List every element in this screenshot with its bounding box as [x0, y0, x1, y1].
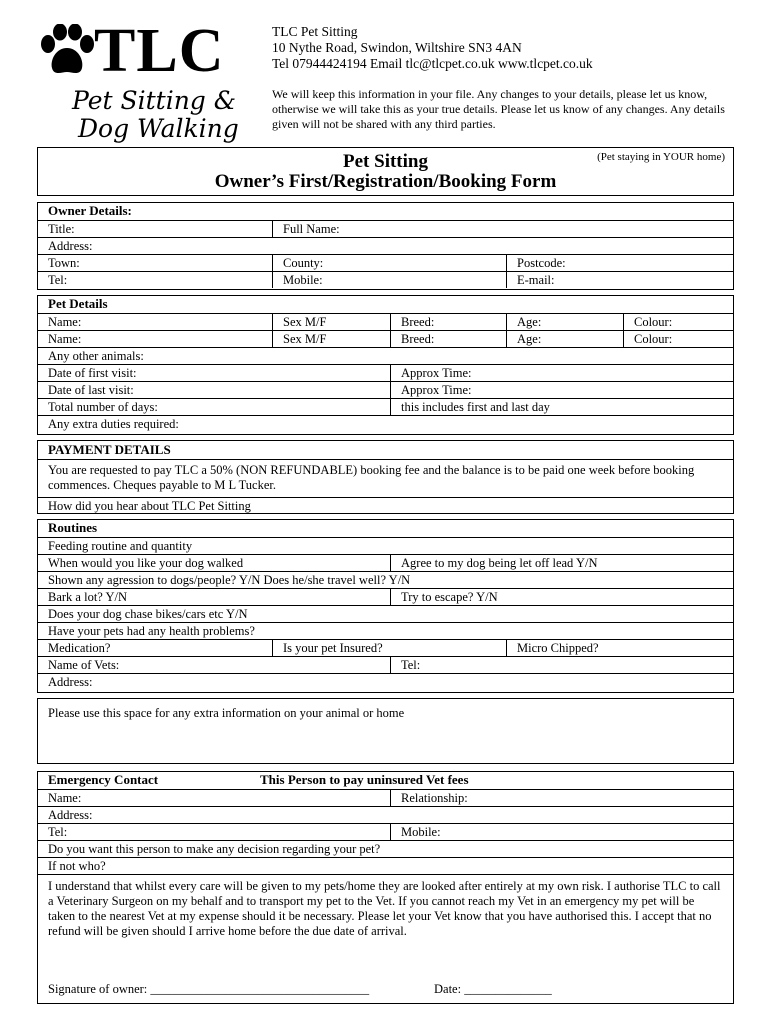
- pet-2-name-field[interactable]: Name:: [48, 332, 82, 346]
- first-visit-time-field[interactable]: Approx Time:: [390, 365, 733, 381]
- form-title-box: [37, 147, 734, 196]
- extra-info-section[interactable]: [37, 698, 734, 764]
- medication-field[interactable]: Medication?: [48, 641, 111, 655]
- emergency-contact-header: Emergency Contact: [48, 772, 159, 787]
- pet-2-sex-field[interactable]: Sex M/F: [272, 331, 390, 347]
- payment-terms-text: You are requested to pay TLC a 50% (NON REFUNDABLE) booking fee and the balance is to be paid one week before booking commences. Cheques payable to M L Tucker.: [48, 463, 695, 492]
- how-heard-field[interactable]: How did you hear about TLC Pet Sitting: [48, 499, 251, 513]
- last-visit-time-field[interactable]: Approx Time:: [390, 382, 733, 398]
- total-days-field[interactable]: Total number of days:: [48, 400, 158, 414]
- chase-field[interactable]: Does your dog chase bikes/cars etc Y/N: [48, 607, 248, 621]
- payment-details-header: PAYMENT DETAILS: [48, 442, 171, 457]
- first-visit-field[interactable]: Date of first visit:: [48, 366, 137, 380]
- total-days-note: this includes first and last day: [390, 399, 733, 415]
- pet-2-breed-field[interactable]: Breed:: [390, 331, 506, 347]
- emergency-contact-section: [37, 771, 734, 1004]
- decision-field[interactable]: Do you want this person to make any decision regarding your pet?: [48, 842, 381, 856]
- company-contact: Tel 07944424194 Email tlc@tlcpet.co.uk www.tlcpet.co.uk: [272, 56, 593, 71]
- privacy-notice: We will keep this information in your file. Any changes to your details, please let us know, otherwise we will take this as your true details. Please let us know of any changes. Any details given will not be shared with any third parties.: [272, 87, 725, 131]
- company-name: TLC Pet Sitting: [272, 24, 358, 39]
- logo: [34, 18, 259, 146]
- emergency-relationship-field[interactable]: Relationship:: [390, 790, 733, 806]
- owner-tel-field[interactable]: Tel:: [48, 273, 68, 287]
- logo-brand: TLC: [94, 17, 225, 85]
- owner-details-header: Owner Details:: [48, 203, 132, 218]
- vets-address-field[interactable]: Address:: [48, 675, 93, 689]
- pet-1-colour-field[interactable]: Colour:: [623, 314, 733, 330]
- escape-field[interactable]: Try to escape? Y/N: [390, 589, 506, 605]
- extra-info-label: Please use this space for any extra information on your animal or home: [48, 706, 405, 720]
- payment-details-section: [37, 440, 734, 514]
- company-address: 10 Nythe Road, Swindon, Wiltshire SN3 4AN: [272, 40, 522, 55]
- routines-header: Routines: [48, 520, 98, 535]
- vets-name-field[interactable]: Name of Vets:: [48, 658, 120, 672]
- pet-2-colour-field[interactable]: Colour:: [623, 331, 733, 347]
- logo-line-2: Dog Walking: [78, 114, 239, 143]
- aggression-travel-field[interactable]: Shown any agression to dogs/people? Y/N Does he/she travel well? Y/N: [48, 573, 411, 587]
- if-not-who-field[interactable]: If not who?: [48, 859, 106, 873]
- emergency-address-field[interactable]: Address:: [48, 808, 93, 822]
- owner-county-field[interactable]: County:: [272, 255, 506, 271]
- extra-duties-field[interactable]: Any extra duties required:: [48, 417, 179, 431]
- logo-line-1: Pet Sitting &: [72, 86, 237, 115]
- pet-1-name-field[interactable]: Name:: [48, 315, 82, 329]
- owner-address-field[interactable]: Address:: [48, 239, 93, 253]
- pet-1-sex-field[interactable]: Sex M/F: [272, 314, 390, 330]
- owner-town-field[interactable]: Town:: [48, 256, 80, 270]
- date-field[interactable]: Date: ______________: [434, 982, 552, 996]
- owner-email-field[interactable]: E-mail:: [506, 272, 733, 288]
- pet-details-section: [37, 295, 734, 435]
- emergency-name-field[interactable]: Name:: [48, 791, 82, 805]
- company-info: [272, 24, 593, 72]
- micro-chipped-field[interactable]: Micro Chipped?: [506, 640, 733, 656]
- paw-icon: [38, 24, 96, 78]
- bark-field[interactable]: Bark a lot? Y/N: [48, 590, 128, 604]
- other-animals-field[interactable]: Any other animals:: [48, 349, 144, 363]
- walk-time-field[interactable]: When would you like your dog walked: [48, 556, 244, 570]
- signature-field[interactable]: Signature of owner: ___________________________________: [48, 982, 370, 996]
- emergency-tel-field[interactable]: Tel:: [48, 825, 68, 839]
- form-title-line-1: Pet Sitting: [343, 151, 428, 172]
- pet-2-age-field[interactable]: Age:: [506, 331, 623, 347]
- owner-postcode-field[interactable]: Postcode:: [506, 255, 733, 271]
- emergency-mobile-field[interactable]: Mobile:: [390, 824, 733, 840]
- form-title-line-2: Owner’s First/Registration/Booking Form: [214, 171, 557, 192]
- owner-details-section: [37, 202, 734, 290]
- insured-field[interactable]: Is your pet Insured?: [272, 640, 506, 656]
- health-problems-field[interactable]: Have your pets had any health problems?: [48, 624, 255, 638]
- vets-tel-field[interactable]: Tel:: [390, 657, 506, 673]
- vet-fees-note: This Person to pay uninsured Vet fees: [260, 772, 469, 787]
- off-lead-field[interactable]: Agree to my dog being let off lead Y/N: [390, 555, 733, 571]
- pet-1-breed-field[interactable]: Breed:: [390, 314, 506, 330]
- routines-section: [37, 519, 734, 693]
- pet-details-header: Pet Details: [48, 296, 108, 311]
- pet-1-age-field[interactable]: Age:: [506, 314, 623, 330]
- declaration-text: I understand that whilst every care will be given to my pets/home they are looked after entirely at my own risk. I authorise TLC to call a Veterinary Surgeon on my behalf and to transport my pet to the Vet. If you cannot reach my Vet in an emergency my pet will be taken to the nearest Vet at my expense should it be necessary. Please let your Vet know that you have authorised this. I accept that no refund will be given should I arrive home before the due date of arrival.: [48, 879, 721, 938]
- owner-mobile-field[interactable]: Mobile:: [272, 272, 506, 288]
- form-title-note: (Pet staying in YOUR home): [597, 151, 725, 163]
- last-visit-field[interactable]: Date of last visit:: [48, 383, 134, 397]
- owner-full-name-field[interactable]: Full Name:: [272, 221, 733, 237]
- owner-title-field[interactable]: Title:: [48, 222, 75, 236]
- feeding-routine-field[interactable]: Feeding routine and quantity: [48, 539, 193, 553]
